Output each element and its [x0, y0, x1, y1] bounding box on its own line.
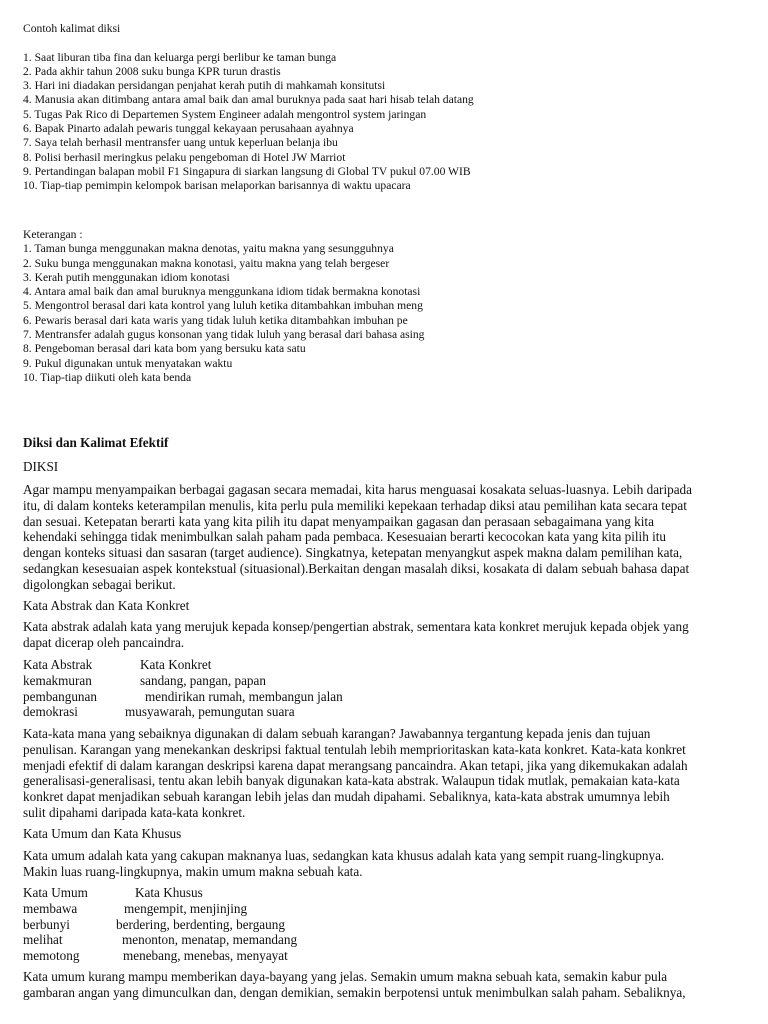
table-row	[23, 673, 748, 689]
section-heading: Diksi dan Kalimat Efektif	[23, 435, 169, 450]
table-cell: mendirikan rumah, membangun jalan	[145, 688, 343, 704]
paragraph-line: gambaran angan yang dimunculkan dan, dengan demikian, semakin berpotensi untuk menimbulkan salah paham. Sebaliknya,	[23, 984, 686, 1000]
paragraph-line: konkret dapat menjadikan sebuah karangan lebih jelas dan mudah dipahami. Sebaliknya, kata-kata abstrak umumnya lebih	[23, 789, 670, 805]
keterangan-item: 6. Pewaris berasal dari kata waris yang tidak luluh ketika ditambahkan imbuhan pe	[23, 313, 408, 327]
table-row	[23, 689, 748, 705]
table-header-cell: Kata Konkret	[140, 657, 212, 672]
paragraph-line: dan sesuai. Ketepatan berarti kata yang kita pilih itu dapat menyampaikan gagasan dan perasaan sebagaimana yang kita	[23, 513, 654, 529]
contoh-item: 8. Polisi berhasil meringkus pelaku pengeboman di Hotel JW Marriot	[23, 150, 346, 164]
paragraph-line: penulisan. Karangan yang menekankan deskripsi faktual tentulah lebih memprioritaskan kata-kata konkret. Kata-kata konkret	[23, 741, 686, 757]
contoh-item: 7. Saya telah berhasil mentransfer uang untuk keperluan belanja ibu	[23, 136, 338, 150]
table-cell: kemakmuran	[23, 672, 92, 688]
contoh-title: Contoh kalimat diksi	[23, 22, 121, 35]
paragraph-line: menjadi efektif di dalam karangan deskripsi karena dapat merangsang pancaindra. Akan tetapi, jika yang dikemukakan adalah	[23, 757, 688, 773]
spacer	[23, 36, 748, 50]
table-cell: menebang, menebas, menyayat	[123, 948, 288, 964]
table-cell: sandang, pangan, papan	[140, 672, 266, 688]
contoh-section	[23, 22, 748, 194]
paragraph-line: Makin luas ruang-lingkupnya, makin umum makna sebuah kata.	[23, 863, 363, 879]
contoh-item: 2. Pada akhir tahun 2008 suku bunga KPR turun drastis	[23, 64, 281, 78]
table-header-cell: Kata Abstrak	[23, 657, 93, 672]
table-cell: mengempit, menjinjing	[124, 900, 248, 916]
keterangan-list	[23, 242, 748, 385]
table-header-cell: Kata Umum	[23, 885, 88, 900]
table-cell: membawa	[23, 900, 78, 916]
abstrak-table	[23, 657, 748, 720]
paragraph-line: dengan konteks situasi dan sasaran (target audience). Singkatnya, ketepatan menyangkut aspek makna dalam pemilihan kata,	[23, 545, 683, 561]
paragraph-line: itu, di dalam konteks keterampilan menulis, kita perlu pula memiliki kepekaan terhadap diksi atau pemilihan kata secara tepat	[23, 497, 687, 513]
table-cell: berdering, berdenting, bergaung	[116, 916, 285, 932]
paragraph-line: Kata-kata mana yang sebaiknya digunakan di dalam sebuah karangan? Jawabannya tergantung kepada jenis dan tujuan	[23, 726, 651, 741]
paragraph-line: Agar mampu menyampaikan berbagai gagasan secara memadai, kita harus menguasai kosakata seluas-luasnya. Lebih daripada	[23, 482, 693, 497]
paragraph-line: digolongkan sebagai berikut.	[23, 576, 176, 592]
umum-heading: Kata Umum dan Kata Khusus	[23, 826, 182, 841]
table-header-cell: Kata Khusus	[135, 885, 203, 900]
contoh-item: 3. Hari ini diadakan persidangan penjahat kerah putih di mahkamah konsitutsi	[23, 79, 386, 93]
diksi-label: DIKSI	[23, 459, 59, 474]
table-row	[23, 917, 748, 933]
table-header-row	[23, 885, 748, 901]
keterangan-item: 1. Taman bunga menggunakan makna denotas, yaitu makna yang sesungguhnya	[23, 242, 394, 256]
paragraph-line: generalisasi-generalisasi, tentu akan lebih banyak digunakan kata-kata abstrak. Walaupun tidak mutlak, pemakaian kata-kata	[23, 773, 680, 789]
table-cell: berbunyi	[23, 916, 70, 932]
contoh-item: 10. Tiap-tiap pemimpin kelompok barisan melaporkan barisannya di waktu upacara	[23, 179, 411, 193]
table-cell: memotong	[23, 948, 80, 964]
paragraph-line: dapat dicerap oleh pancaindra.	[23, 634, 185, 650]
keterangan-item: 3. Kerah putih menggunakan idiom konotasi	[23, 270, 230, 284]
contoh-item: 5. Tugas Pak Rico di Departemen System Engineer adalah mengontrol system jaringan	[23, 107, 427, 121]
keterangan-section	[23, 228, 748, 385]
contoh-item: 6. Bapak Pinarto adalah pewaris tunggal kekayaan perusahaan ayahnya	[23, 122, 354, 136]
paragraph-line: sedangkan kesesuaian aspek kontekstual (situasional).Berkaitan dengan masalah diksi, kosakata di dalam sebuah bahasa dapat	[23, 560, 690, 576]
umum-paragraph	[23, 848, 748, 880]
table-row	[23, 901, 748, 917]
keterangan-item: 5. Mengontrol berasal dari kata kontrol yang luluh ketika ditambahkan imbuhan meng	[23, 299, 423, 313]
paragraph-line: kehendaki sehingga tidak menimbulkan salah paham pada pembaca. Kesesuaian berarti kecocokan kata yang kita pilih itu	[23, 529, 667, 545]
table-cell: melihat	[23, 932, 63, 948]
paragraph-line: Kata abstrak adalah kata yang merujuk kepada konsep/pengertian abstrak, sementara kata konkret merujuk kepada objek yang	[23, 619, 689, 634]
paragraph-line: Kata umum kurang mampu memberikan daya-bayang yang jelas. Semakin umum makna sebuah kata, semakin kabur pula	[23, 969, 668, 984]
paragraph-line: sulit dipahami daripada kata-kata konkret.	[23, 804, 246, 820]
table-cell: pembangunan	[23, 688, 97, 704]
table-cell: menonton, menatap, memandang	[122, 932, 298, 948]
umum-paragraph-2	[23, 969, 748, 1001]
keterangan-item: 10. Tiap-tiap diikuti oleh kata benda	[23, 370, 192, 384]
table-row	[23, 948, 748, 964]
table-row	[23, 704, 748, 720]
contoh-item: 9. Pertandingan balapan mobil F1 Singapura di siarkan langsung di Global TV pukul 07.00 WIB	[23, 164, 471, 178]
keterangan-item: 2. Suku bunga menggunakan makna konotasi, yaitu makna yang telah bergeser	[23, 256, 390, 270]
abstrak-heading: Kata Abstrak dan Kata Konkret	[23, 598, 190, 613]
keterangan-item: 8. Pengeboman berasal dari kata bom yang bersuku kata satu	[23, 342, 306, 356]
contoh-item: 1. Saat liburan tiba fina dan keluarga pergi berlibur ke taman bunga	[23, 50, 337, 64]
keterangan-item: 9. Pukul digunakan untuk menyatakan waktu	[23, 356, 233, 370]
table-header-row	[23, 657, 748, 673]
umum-table	[23, 885, 748, 964]
contoh-item: 4. Manusia akan ditimbang antara amal baik dan amal buruknya pada saat hari hisab telah datang	[23, 93, 474, 107]
abstrak-paragraph-2	[23, 726, 748, 821]
intro-paragraph	[23, 482, 748, 593]
contoh-list	[23, 51, 748, 194]
keterangan-title: Keterangan :	[23, 228, 83, 241]
paragraph-line: Kata umum adalah kata yang cakupan maknanya luas, sedangkan kata khusus adalah kata yang sempit ruang-lingkupnya.	[23, 848, 665, 863]
table-row	[23, 932, 748, 948]
table-cell: musyawarah, pemungutan suara	[125, 704, 295, 720]
table-cell: demokrasi	[23, 704, 78, 720]
keterangan-item: 4. Antara amal baik dan amal buruknya menggunkana idiom tidak bermakna konotasi	[23, 285, 421, 299]
keterangan-item: 7. Mentransfer adalah gugus konsonan yang tidak luluh yang berasal dari bahasa asing	[23, 328, 425, 342]
abstrak-paragraph	[23, 619, 748, 651]
